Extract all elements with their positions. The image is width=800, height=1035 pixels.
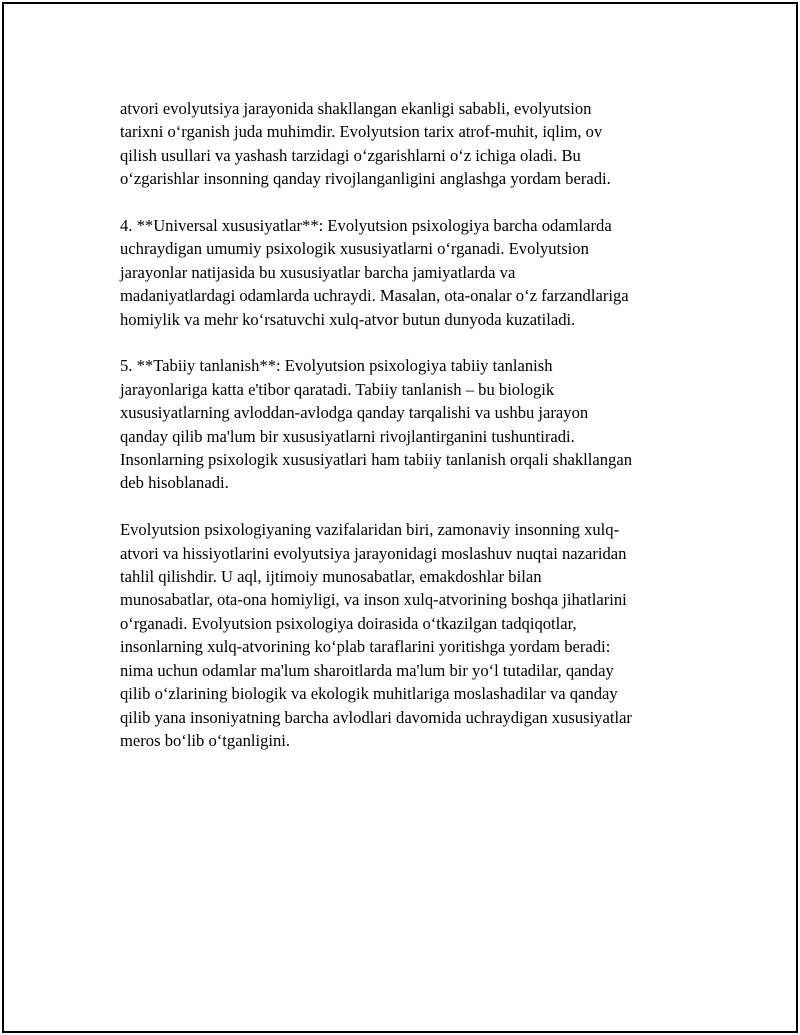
text-line: uchraydigan umumiy psixologik xususiyatlarni o‘rganadi. Evolyutsion xyxy=(120,239,589,259)
document-body xyxy=(120,97,700,776)
paragraph-natural-selection xyxy=(120,354,700,494)
text-line: 4. **Universal xususiyatlar**: Evolyutsion psixologiya barcha odamlarda xyxy=(120,216,612,236)
page-frame xyxy=(2,2,798,1033)
text-line: o‘rganadi. Evolyutsion psixologiya doirasida o‘tkazilgan tadqiqotlar, xyxy=(120,613,577,633)
text-line: nima uchun odamlar ma'lum sharoitlarda ma'lum bir yo‘l tutadilar, qanday xyxy=(120,660,614,680)
text-line: atvori evolyutsiya jarayonida shakllangan ekanligi sababli, evolyutsion xyxy=(120,99,592,118)
text-line: xususiyatlarning avloddan-avlodga qanday tarqalishi va ushbu jarayon xyxy=(120,403,589,423)
paragraph-tasks-of-evolutionary-psychology xyxy=(120,518,700,752)
text-line: homiylik va mehr ko‘rsatuvchi xulq-atvor butun dunyoda kuzatiladi. xyxy=(120,309,576,329)
text-line: jarayonlariga katta e'tibor qaratadi. Tabiiy tanlanish – bu biologik xyxy=(120,379,555,399)
text-line: munosabatlar, ota-ona homiyligi, va inson xulq-atvorining boshqa jihatlarini xyxy=(120,590,627,610)
paragraph-evolutionary-history xyxy=(120,97,700,191)
text-line: tarixni o‘rganish juda muhimdir. Evolyutsion tarix atrof-muhit, iqlim, ov xyxy=(120,122,603,142)
paragraph-universal-traits xyxy=(120,214,700,331)
text-line: Evolyutsion psixologiyaning vazifalaridan biri, zamonaviy insonning xulq- xyxy=(120,520,620,540)
text-line: qilib yana insoniyatning barcha avlodlari davomida uchraydigan xususiyatlar xyxy=(120,707,632,727)
text-line: atvori va hissiyotlarini evolyutsiya jarayonidagi moslashuv nuqtai nazaridan xyxy=(120,543,627,563)
text-line: 5. **Tabiiy tanlanish**: Evolyutsion psixologiya tabiiy tanlanish xyxy=(120,356,553,376)
text-line: qanday qilib ma'lum bir xususiyatlarni rivojlantirganini tushuntiradi. xyxy=(120,426,575,446)
text-line: Insonlarning psixologik xususiyatlari ham tabiiy tanlanish orqali shakllangan xyxy=(120,450,633,470)
text-line: deb hisoblanadi. xyxy=(120,473,229,493)
text-line: tahlil qilishdir. U aql, ijtimoiy munosabatlar, emakdoshlar bilan xyxy=(120,567,542,587)
text-line: jarayonlar natijasida bu xususiyatlar barcha jamiyatlarda va xyxy=(120,262,516,282)
text-line: qilib o‘zlarining biologik va ekologik muhitlariga moslashadilar va qanday xyxy=(120,684,618,704)
text-line: madaniyatlardagi odamlarda uchraydi. Masalan, ota-onalar o‘z farzandlariga xyxy=(120,286,629,306)
text-line: meros bo‘lib o‘tganligini. xyxy=(120,730,291,750)
text-line: insonlarning xulq-atvorining ko‘plab taraflarini yoritishga yordam beradi: xyxy=(120,637,611,657)
text-line: o‘zgarishlar insonning qanday rivojlanganligini anglashga yordam beradi. xyxy=(120,169,611,189)
text-line: qilish usullari va yashash tarzidagi o‘zgarishlarni o‘z ichiga oladi. Bu xyxy=(120,145,581,165)
